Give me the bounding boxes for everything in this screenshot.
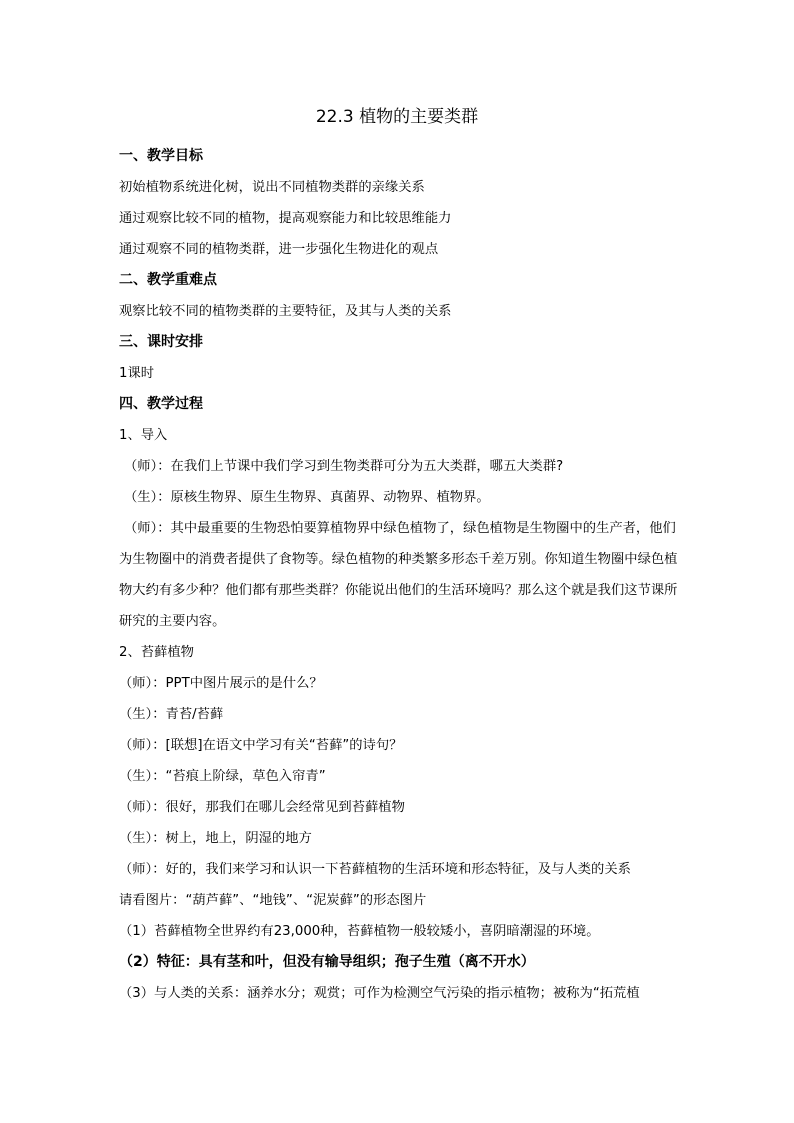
document-body [119,141,679,1009]
objective-item: 初始植物系统进化树，说出不同植物类群的亲缘关系 [119,180,425,195]
schedule-text: 1课时 [119,366,155,381]
dialogue-paragraph: （师）：其中最重要的生物恐怕要算植物界中绿色植物了，绿色植物是生物圈中的生产者，他们为生物圈中的消费者提供了食物等。绿色植物的种类繁多形态千差万别。你知道生物圈中绿色植物大约有多少种？他们都有那些类群？你能说出他们的生活环境吗？那么这个就是我们这节课所研究的主要内容。 [119,521,678,629]
page-title: 22.3 植物的主要类群 [315,107,479,127]
dialogue-line: （师）：PPT中图片展示的是什么？ [119,676,323,691]
step-heading-intro: 1、导入 [119,428,168,443]
dialogue-line: （师）：[联想]在语文中学习有关“苔藓”的诗句？ [119,738,403,753]
dialogue-line: （生）：“苔痕上阶绿，草色入帘青” [119,769,326,784]
dialogue-line: （师）：好的，我们来学习和认识一下苔藓植物的生活环境和形态特征，及与人类的关系 [119,862,631,877]
section-heading-schedule: 三、课时安排 [119,334,203,350]
dialogue-line: （生）：树上，地上，阴湿的地方 [119,831,312,846]
section-heading-key-points: 二、教学重难点 [119,272,217,288]
objective-item: 通过观察比较不同的植物，提高观察能力和比较思维能力 [119,211,452,226]
step-heading-moss: 2、苔藓植物 [119,645,194,660]
section-heading-objectives: 一、教学目标 [119,148,203,164]
moss-fact: （1）苔藓植物全世界约有23,000种，苔藓植物一般较矮小，喜阴暗潮湿的环境。 [119,924,600,939]
section-heading-process: 四、教学过程 [119,396,203,412]
dialogue-line: （师）：在我们上节课中我们学习到生物类群可分为五大类群，哪五大类群? [124,459,564,474]
dialogue-line: （师）：很好，那我们在哪儿会经常见到苔藓植物 [119,800,405,815]
moss-feature: （2）特征：具有茎和叶，但没有输导组织；孢子生殖（离不开水） [119,954,535,970]
dialogue-line: （生）：青苔/苔藓 [119,707,224,722]
key-points-text: 观察比较不同的植物类群的主要特征，及其与人类的关系 [119,304,452,319]
dialogue-line: （生）：原核生物界、原生生物界、真菌界、动物界、植物界。 [124,490,490,505]
moss-relation: （3）与人类的关系：涵养水分；观赏；可作为检测空气污染的指示植物；被称为“拓荒植 [119,986,640,1001]
objective-item: 通过观察不同的植物类群，进一步强化生物进化的观点 [119,242,439,257]
dialogue-line: 请看图片：“葫芦藓”、“地钱”、“泥炭藓”的形态图片 [119,893,427,908]
